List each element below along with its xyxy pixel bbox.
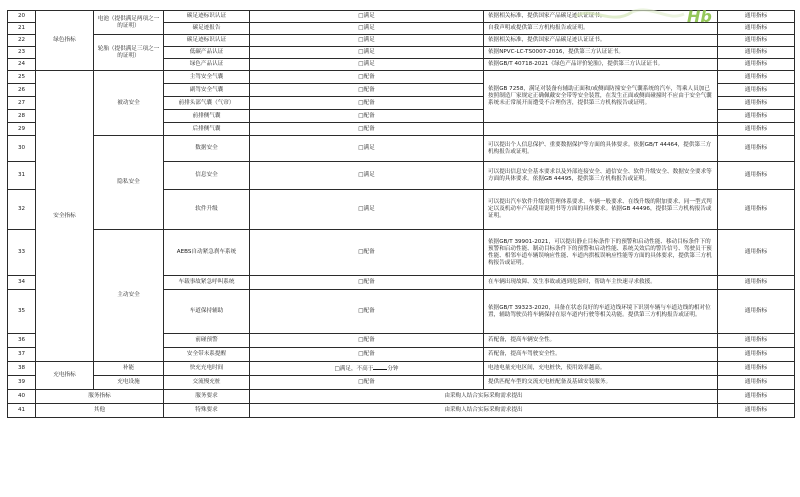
choice-cell[interactable]: □满足 xyxy=(250,190,484,230)
item-label: 数据安全 xyxy=(164,136,250,162)
scope-label: 通用指标 xyxy=(718,110,795,123)
category-label: 服务指标 xyxy=(36,390,164,404)
requirement-text: 依据GB 7258，满足对装备有辅助正面和/或侧面防撞安全气囊系统的汽车，驾乘人员加已按照制造厂家规定正确佩戴安全带等安全装置，在发生正面或侧面碰撞时不应由于安全气囊系统未正常展开而遭受不合理伤害，提供第三方机构报告或证明。 xyxy=(484,71,718,123)
row-number: 34 xyxy=(8,276,36,290)
requirement-text: 若配备，提高车辆安全性。 xyxy=(484,334,718,348)
choice-cell[interactable]: □满足 xyxy=(250,136,484,162)
item-label: 副驾安全气囊 xyxy=(164,84,250,97)
row-number: 37 xyxy=(8,348,36,362)
requirement-text: 由采购人结合实际采购需求提出 xyxy=(250,404,718,418)
choice-cell[interactable]: □满足 xyxy=(250,162,484,190)
item-label: 车道保持辅助 xyxy=(164,290,250,334)
item-label: 绿色产品认证 xyxy=(164,59,250,71)
choice-cell[interactable]: □配备 xyxy=(250,376,484,390)
table-row xyxy=(8,230,795,276)
minutes-blank[interactable] xyxy=(373,364,387,370)
row-number: 26 xyxy=(8,84,36,97)
choice-cell[interactable]: □配备 xyxy=(250,123,484,136)
row-number: 23 xyxy=(8,47,36,59)
subcategory-label: 电池（提供满足两项之一的证明） xyxy=(94,11,164,35)
row-number: 39 xyxy=(8,376,36,390)
subcategory-label: 隐私安全 xyxy=(94,136,164,230)
requirement-text: 依据相关标准，提供国家产品碳足迹认证证书。 xyxy=(484,11,718,23)
spec-table xyxy=(7,10,795,418)
choice-cell[interactable]: □配备 xyxy=(250,230,484,276)
item-label: 车载事故紧急呼叫系统 xyxy=(164,276,250,290)
scope-label: 通用指标 xyxy=(718,276,795,290)
row-number: 20 xyxy=(8,11,36,23)
scope-label: 通用指标 xyxy=(718,23,795,35)
choice-cell[interactable]: □配备 xyxy=(250,110,484,123)
item-label: 碳足迹标识认证 xyxy=(164,11,250,23)
requirement-text: 依据GB/T 39901-2021，可以提出静止目标条件下的预警和启动性能、移动目标条件下的预警和启动性能、制动目标条件下的预警和启动性能、系统关效后的警告信号、驾驶员干预性能、相邻车道车辆误响应性能、车道内拱板误响应性能等方面的具体要求，提供第三方机构报告或证明。 xyxy=(484,230,718,276)
row-number: 24 xyxy=(8,59,36,71)
subcategory-label: 充电设施 xyxy=(94,376,164,390)
item-label: 快充充电时间 xyxy=(164,362,250,376)
row-number: 40 xyxy=(8,390,36,404)
requirement-text: 依据GB/T 39323-2020，具备在状态良好的车道边线环境下识别车辆与车道边线的相对位置，辅助驾驶员将车辆保持在原车道内行驶等相关功能。提供第三方机构报告或证明。 xyxy=(484,290,718,334)
row-number: 31 xyxy=(8,162,36,190)
category-label: 安全指标 xyxy=(36,71,94,362)
row-number: 28 xyxy=(8,110,36,123)
choice-suffix: 分钟 xyxy=(387,366,399,372)
scope-label: 通用指标 xyxy=(718,348,795,362)
item-label: 安全带未系提醒 xyxy=(164,348,250,362)
scope-label: 通用指标 xyxy=(718,376,795,390)
table-row xyxy=(8,71,795,84)
choice-cell[interactable]: □配备 xyxy=(250,290,484,334)
item-label: 前排头部气囊（气帘） xyxy=(164,97,250,110)
table-row xyxy=(8,35,795,47)
choice-cell[interactable]: □满足 xyxy=(250,11,484,23)
row-number: 22 xyxy=(8,35,36,47)
table-row xyxy=(8,404,795,418)
row-number: 41 xyxy=(8,404,36,418)
requirement-text: 依据GB/T 40718-2021《绿色产品评价轮胎》，提供第三方认证证书。 xyxy=(484,59,718,71)
table-row xyxy=(8,362,795,376)
row-number: 36 xyxy=(8,334,36,348)
item-label: 信息安全 xyxy=(164,162,250,190)
choice-cell[interactable]: □配备 xyxy=(250,97,484,110)
item-label: 特殊要求 xyxy=(164,404,250,418)
choice-cell[interactable]: □配备 xyxy=(250,334,484,348)
scope-label: 通用指标 xyxy=(718,290,795,334)
subcategory-label: 补能 xyxy=(94,362,164,376)
requirement-text: 电池电量充电区间，充电桩快，使用效率越高。 xyxy=(484,362,718,376)
choice-cell[interactable]: □满足 xyxy=(250,23,484,35)
choice-cell[interactable]: □满足 xyxy=(250,59,484,71)
table-row xyxy=(8,136,795,162)
choice-cell[interactable]: □配备 xyxy=(250,71,484,84)
requirement-text: 在车辆出现故障、发生事故或遇到危险时，帮助车主快速寻求救援。 xyxy=(484,276,718,290)
scope-label: 通用指标 xyxy=(718,71,795,84)
scope-label: 通用指标 xyxy=(718,362,795,376)
requirement-text: 可以提出个人信息保护、重要数据保护等方面的具体要求。依据GB/T 44464，提供第三方机构报告或证明。 xyxy=(484,136,718,162)
subcategory-label: 被动安全 xyxy=(94,71,164,136)
row-number: 29 xyxy=(8,123,36,136)
table-row xyxy=(8,376,795,390)
scope-label: 通用指标 xyxy=(718,97,795,110)
item-label: 低碳产品认证 xyxy=(164,47,250,59)
scope-label: 通用指标 xyxy=(718,123,795,136)
requirement-text: 依据相关标准，提供国家产品碳足迹认证证书。 xyxy=(484,35,718,47)
item-label: 服务要求 xyxy=(164,390,250,404)
table-row xyxy=(8,390,795,404)
requirement-text: 可以提出信息安全基本要求以及外部连接安全、通信安全、软件升级安全、数据安全要求等方面的具体要求。依据GB 44495，提供第三方机构报告或证明。 xyxy=(484,162,718,190)
choice-cell[interactable]: □满足 xyxy=(250,47,484,59)
row-number: 32 xyxy=(8,190,36,230)
requirement-text: 若配备，提高车驾驶安全性。 xyxy=(484,348,718,362)
row-number: 21 xyxy=(8,23,36,35)
category-label: 其他 xyxy=(36,404,164,418)
requirement-text: 提供匹配车型的交流充电桩配备及基础安装服务。 xyxy=(484,376,718,390)
item-label: 碳足迹报告 xyxy=(164,23,250,35)
requirement-text: 依据NPVC-LC-TS0007-2016，提供第三方认证证书。 xyxy=(484,47,718,59)
subcategory-label: 主动安全 xyxy=(94,230,164,362)
row-number: 38 xyxy=(8,362,36,376)
choice-cell[interactable]: □配备 xyxy=(250,276,484,290)
choice-cell[interactable]: □满足 xyxy=(250,35,484,47)
scope-label: 通用指标 xyxy=(718,84,795,97)
subcategory-label: 轮胎（提供满足三项之一的证明） xyxy=(94,35,164,71)
watermark-text: Hb xyxy=(687,7,712,26)
item-label: 前排侧气囊 xyxy=(164,110,250,123)
choice-cell[interactable]: □配备 xyxy=(250,84,484,97)
requirement-text: 可以提出汽车软件升级的管理体系要求、车辆一般要求、在线升级的附加要求、同一型式判定以及机动车产品使用说明书等方面的具体要求。依据GB 44496，提供第三方机构报告或证明。 xyxy=(484,190,718,230)
item-label: 交流慢充桩 xyxy=(164,376,250,390)
row-number: 35 xyxy=(8,290,36,334)
item-label: 后排侧气囊 xyxy=(164,123,250,136)
row-number: 27 xyxy=(8,97,36,110)
scope-label: 通用指标 xyxy=(718,334,795,348)
choice-prefix: □满足，不高于 xyxy=(334,366,374,372)
item-label: 前碰预警 xyxy=(164,334,250,348)
scope-label: 通用指标 xyxy=(718,190,795,230)
category-label: 充电指标 xyxy=(36,362,94,390)
requirement-text: 由采购人结合实际采购需求提出 xyxy=(250,390,718,404)
scope-label: 通用指标 xyxy=(718,59,795,71)
choice-cell[interactable] xyxy=(250,362,484,376)
requirement-text xyxy=(484,123,718,136)
item-label: 碳足迹标识认证 xyxy=(164,35,250,47)
scope-label: 通用指标 xyxy=(718,35,795,47)
scope-label: 通用指标 xyxy=(718,390,795,404)
scope-label: 通用指标 xyxy=(718,11,795,23)
scope-label: 通用指标 xyxy=(718,230,795,276)
item-label: 主驾安全气囊 xyxy=(164,71,250,84)
category-label: 绿色指标 xyxy=(36,11,94,71)
scope-label: 通用指标 xyxy=(718,136,795,162)
row-number: 33 xyxy=(8,230,36,276)
scope-label: 通用指标 xyxy=(718,47,795,59)
scope-label: 通用指标 xyxy=(718,162,795,190)
scope-label: 通用指标 xyxy=(718,404,795,418)
choice-cell[interactable]: □配备 xyxy=(250,348,484,362)
row-number: 25 xyxy=(8,71,36,84)
item-label: AEBS自动紧急刹车系统 xyxy=(164,230,250,276)
item-label: 软件升级 xyxy=(164,190,250,230)
requirement-text: 自我声明或提供第三方机构报告或证明。 xyxy=(484,23,718,35)
table-row xyxy=(8,11,795,23)
row-number: 30 xyxy=(8,136,36,162)
